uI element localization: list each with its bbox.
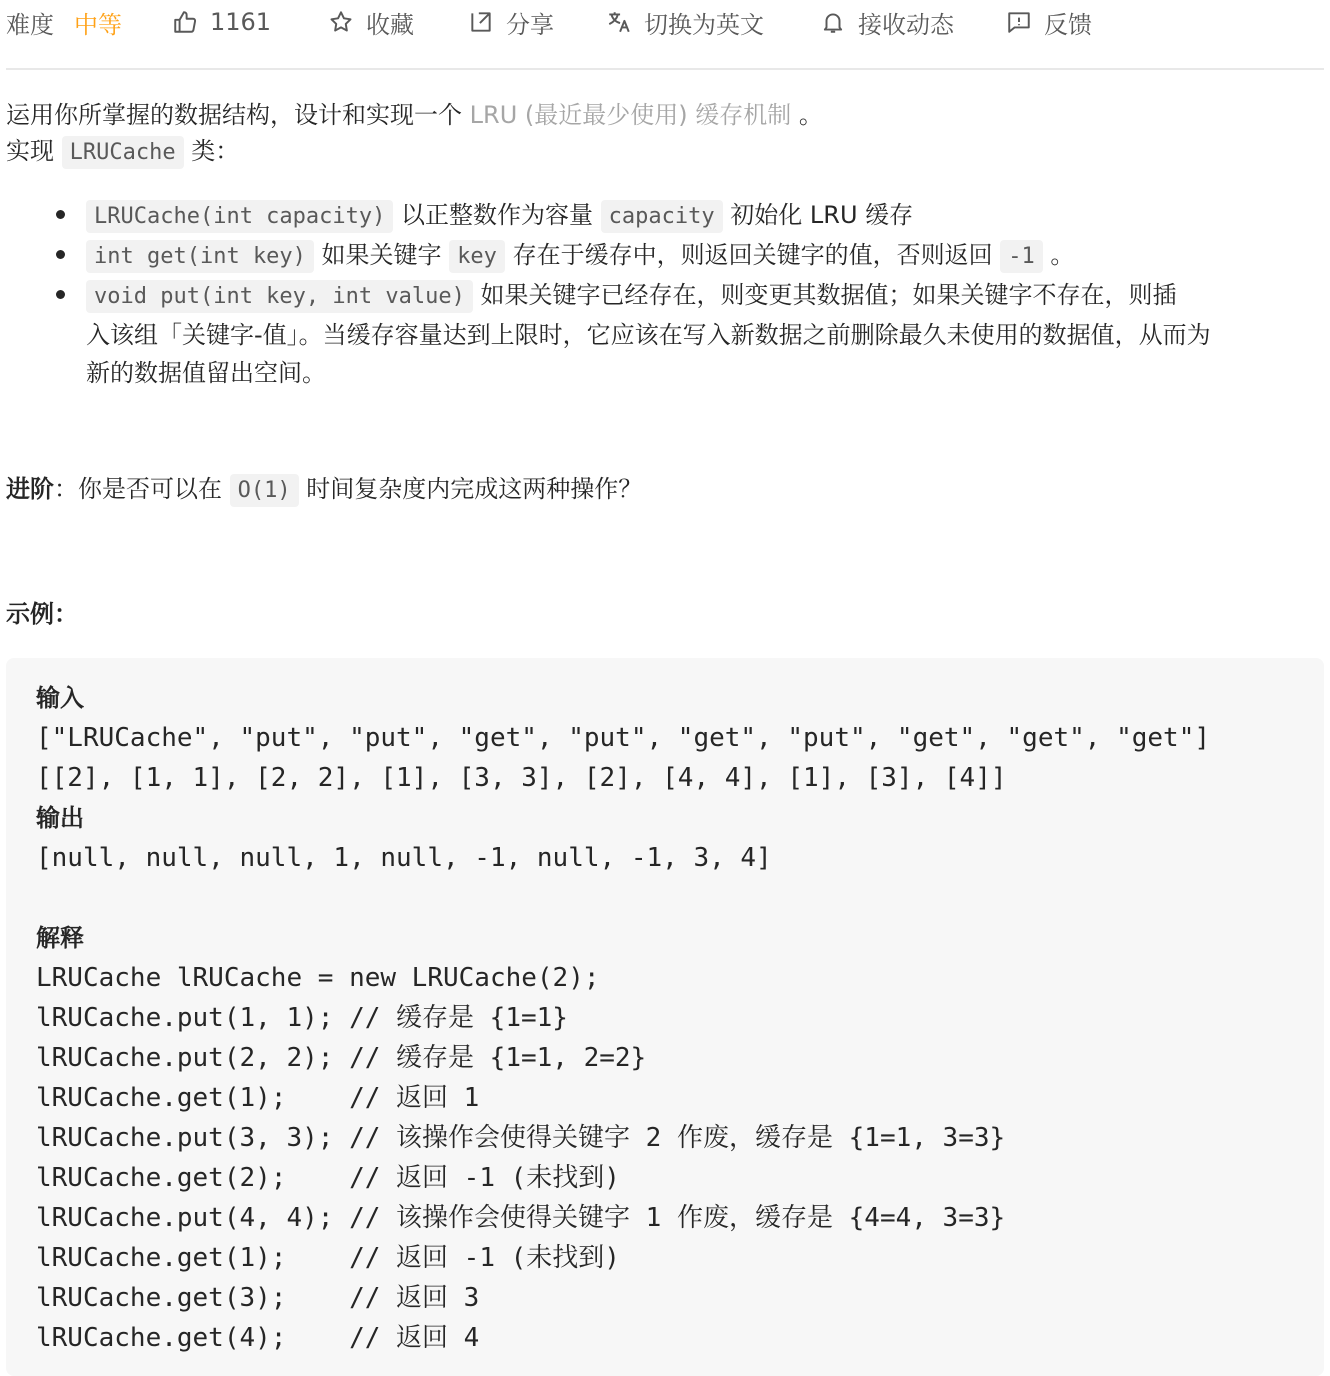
code-line: lRUCache.get(2); // 返回 -1 (未找到) — [36, 1163, 620, 1193]
thumbs-up-icon — [172, 9, 198, 35]
like-button[interactable] — [172, 4, 271, 40]
advanced-text: 时间复杂度内完成这两种操作？ — [298, 475, 643, 503]
code-line: lRUCache.put(3, 3); // 该操作会使得关键字 2 作废，缓存是 {1=1, 3=3} — [36, 1123, 1006, 1153]
feedback-button[interactable] — [1006, 4, 1092, 40]
impl-prefix: 实现 — [6, 137, 62, 165]
list-item — [6, 236, 1324, 276]
code-line: LRUCache lRUCache = new LRUCache(2); — [36, 963, 600, 993]
advanced-paragraph — [6, 471, 642, 509]
bell-icon — [820, 9, 846, 35]
translate-label: 切换为英文 — [644, 10, 764, 39]
code-line: lRUCache.get(1); // 返回 -1 (未找到) — [36, 1243, 620, 1273]
code-line: ["LRUCache", "put", "put", "get", "put", "get", "put", "get", "get", "get"] — [36, 723, 1210, 753]
list-item — [6, 276, 1324, 392]
code-line: lRUCache.put(1, 1); // 缓存是 {1=1} — [36, 1003, 568, 1033]
code-line: lRUCache.put(4, 4); // 该操作会使得关键字 1 作废，缓存是 {4=4, 3=3} — [36, 1203, 1006, 1233]
inline-code: capacity — [601, 200, 723, 233]
share-icon — [468, 9, 494, 35]
inline-code: key — [449, 240, 505, 273]
difficulty — [6, 4, 122, 40]
bullet-text: 存在于缓存中，则返回关键字的值，否则返回 — [504, 241, 1001, 269]
star-icon — [328, 9, 354, 35]
problem-toolbar — [0, 0, 1330, 44]
list-item — [6, 196, 1324, 236]
favorite-label: 收藏 — [366, 10, 414, 39]
inline-code: void put(int key, int value) — [86, 280, 473, 313]
code-line: [null, null, null, 1, null, -1, null, -1, 3, 4] — [36, 843, 772, 873]
code-line: lRUCache.get(3); // 返回 3 — [36, 1283, 480, 1313]
inline-code: int get(int key) — [86, 240, 314, 273]
intro-end: 。 — [791, 101, 823, 129]
bullet-text: 新的数据值留出空间。 — [86, 359, 326, 387]
method-list — [6, 196, 1324, 392]
bullet-text: 初始化 LRU 缓存 — [722, 201, 914, 229]
code-line: lRUCache.get(1); // 返回 1 — [36, 1083, 480, 1113]
difficulty-label: 难度 — [6, 10, 54, 39]
bullet-text: 如果关键字已经存在，则变更其数据值；如果关键字不存在，则插 — [472, 281, 1177, 309]
share-button[interactable] — [468, 4, 554, 40]
code-line: [[2], [1, 1], [2, 2], [1], [3, 3], [2], [4, 4], [1], [3], [4]] — [36, 763, 1007, 793]
impl-suffix: 类： — [183, 137, 240, 165]
advanced-label: 进阶 — [6, 475, 54, 503]
intro-paragraph — [6, 97, 823, 133]
divider — [6, 68, 1324, 70]
like-count: 1161 — [210, 8, 272, 36]
inline-code: -1 — [1000, 240, 1043, 273]
bullet-text: 以正整数作为容量 — [393, 201, 601, 229]
output-label: 输出 — [36, 804, 84, 832]
subscribe-button[interactable] — [820, 4, 954, 40]
bullet-text: 。 — [1042, 241, 1075, 269]
code-line: lRUCache.put(2, 2); // 缓存是 {1=1, 2=2} — [36, 1043, 647, 1073]
inline-code: LRUCache — [62, 136, 184, 169]
example-block — [6, 658, 1324, 1376]
translate-button[interactable] — [606, 4, 764, 40]
inline-code: O(1) — [230, 474, 299, 507]
bullet — [56, 210, 65, 219]
blank-line — [36, 878, 1210, 918]
impl-paragraph — [6, 133, 239, 171]
bullet — [56, 290, 65, 299]
explain-label: 解释 — [36, 924, 84, 952]
input-label: 输入 — [36, 684, 84, 712]
advanced-text: ：你是否可以在 — [54, 475, 230, 503]
bullet-text: 入该组「关键字-值」。当缓存容量达到上限时，它应该在写入新数据之前删除最久未使用的数据值，从而为 — [86, 321, 1211, 349]
subscribe-label: 接收动态 — [858, 10, 954, 39]
feedback-icon — [1006, 9, 1032, 35]
share-label: 分享 — [506, 10, 554, 39]
feedback-label: 反馈 — [1044, 10, 1092, 39]
bullet-text: 如果关键字 — [313, 241, 450, 269]
code-line: lRUCache.get(4); // 返回 4 — [36, 1323, 480, 1353]
intro-text: 运用你所掌握的数据结构，设计和实现一个 — [6, 101, 470, 129]
inline-code: LRUCache(int capacity) — [86, 200, 393, 233]
difficulty-value: 中等 — [74, 10, 122, 39]
favorite-button[interactable] — [328, 4, 414, 40]
example-heading: 示例： — [6, 600, 78, 628]
translate-icon — [606, 9, 632, 35]
lru-link[interactable]: LRU (最近最少使用) 缓存机制 — [469, 101, 792, 129]
bullet — [56, 250, 65, 259]
